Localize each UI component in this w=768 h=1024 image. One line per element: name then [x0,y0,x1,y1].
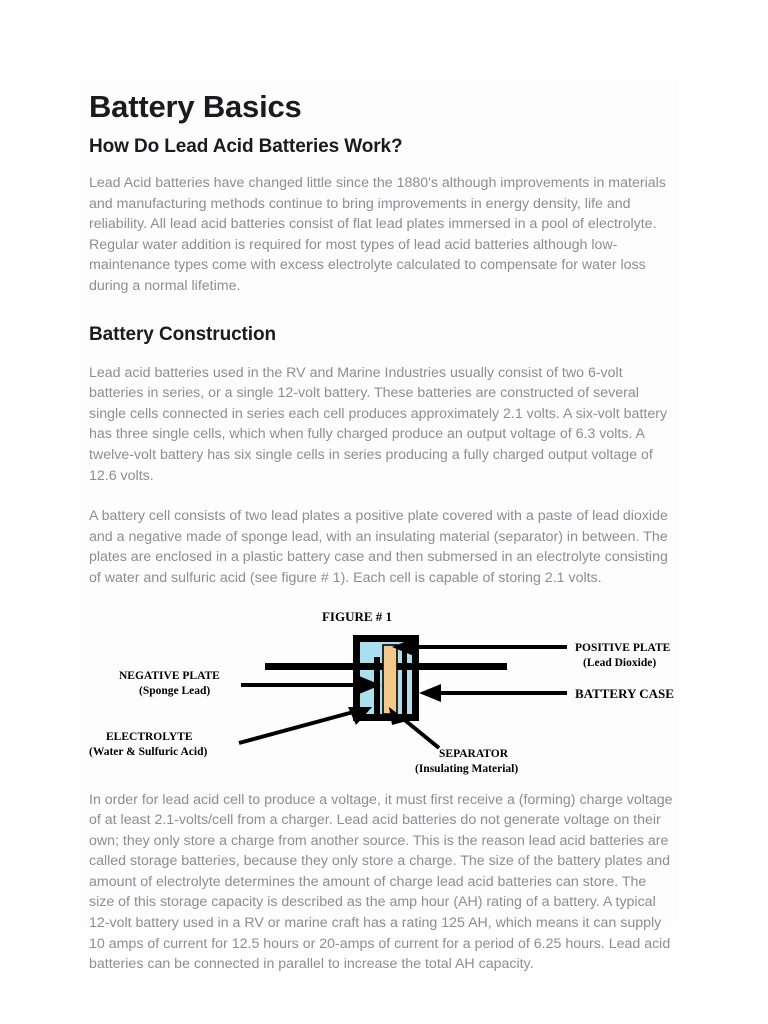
battery-case-arrowhead [419,684,441,702]
negative-terminal-bar [265,663,383,670]
electrolyte-label-line1: ELECTROLYTE [106,730,193,743]
section-heading-battery-construction: Battery Construction [89,323,276,345]
figure-caption: FIGURE # 1 [321,608,393,624]
negative-plate-label-line2: (Sponge Lead) [139,684,211,697]
section-heading-how-do-lead-acid-batteries-work: How Do Lead Acid Batteries Work? [89,136,403,157]
separator-element [383,645,397,714]
figure-1 [89,607,675,782]
separator-label-line2: (Insulating Material) [415,762,519,775]
paragraph-lead-acid-history: Lead Acid batteries have changed little since the 1880's although improvements in materials and manufacturing methods continue to bring improvements in energy density, life and reliability. All lead acid batteries consist of flat lead plates immersed in a pool of electrolyte. Regular water addition is required for most types of lead acid batteries although low-maintenance types come with excess electrolyte calculated to compensate for water loss during a normal lifetime. [89,175,666,294]
positive-terminal-bar [397,663,507,670]
separator-label-line1: SEPARATOR [439,747,509,760]
electrolyte-leader-line [239,711,357,743]
battery-case-label: BATTERY CASE [575,685,674,701]
electrolyte-label-line2: (Water & Sulfuric Acid) [89,745,208,758]
paragraph-battery-cell: A battery cell consists of two lead plates a positive plate covered with a paste of lead dioxide and a negative made of sponge lead, with an insulating material (separator) in between. The plates are enclosed in a plastic battery case and then submersed in an electrolyte consisting of water and sulfuric acid (see figure # 1). Each cell is capable of storing 2.1 volts. [89,508,668,586]
positive-plate-label-line1: POSITIVE PLATE [575,641,671,654]
paragraph-battery-construction: Lead acid batteries used in the RV and Marine Industries usually consist of two 6-volt batteries in series, or a single 12-volt battery. These batteries are constructed of several single cells connected in series each cell produces approximately 2.1 volts. A six-volt battery has three single cells, which when fully charged produce an output voltage of 6.3 volts. A twelve-volt battery has six single cells in series producing a fully charged output voltage of 12.6 volts. [89,364,668,484]
document-body [89,88,675,995]
battery-cell-diagram [89,607,675,782]
page-title: Battery Basics [89,89,302,124]
positive-plate-label-line2: (Lead Dioxide) [583,656,657,669]
positive-plate [402,645,407,714]
separator-leader-line [401,717,439,748]
negative-plate-label-line1: NEGATIVE PLATE [119,669,220,682]
paragraph-storage-capacity: In order for lead acid cell to produce a voltage, it must first receive a (forming) charge voltage of at least 2.1-volts/cell from a charger. Lead acid batteries do not generate voltage on their own; they only store a charge from another source. This is the reason lead acid batteries are called storage batteries, because they only store a charge. The size of the battery plates and amount of electrolyte determines the amount of charge lead acid batteries can store. The size of this storage capacity is described as the amp hour (AH) rating of a battery. A typical 12-volt battery used in a RV or marine craft has a rating 125 AH, which means it can supply 10 amps of current for 12.5 hours or 20-amps of current for a period of 6.25 hours. Lead acid batteries can be connected in parallel to increase the total AH capacity. [89,791,673,973]
